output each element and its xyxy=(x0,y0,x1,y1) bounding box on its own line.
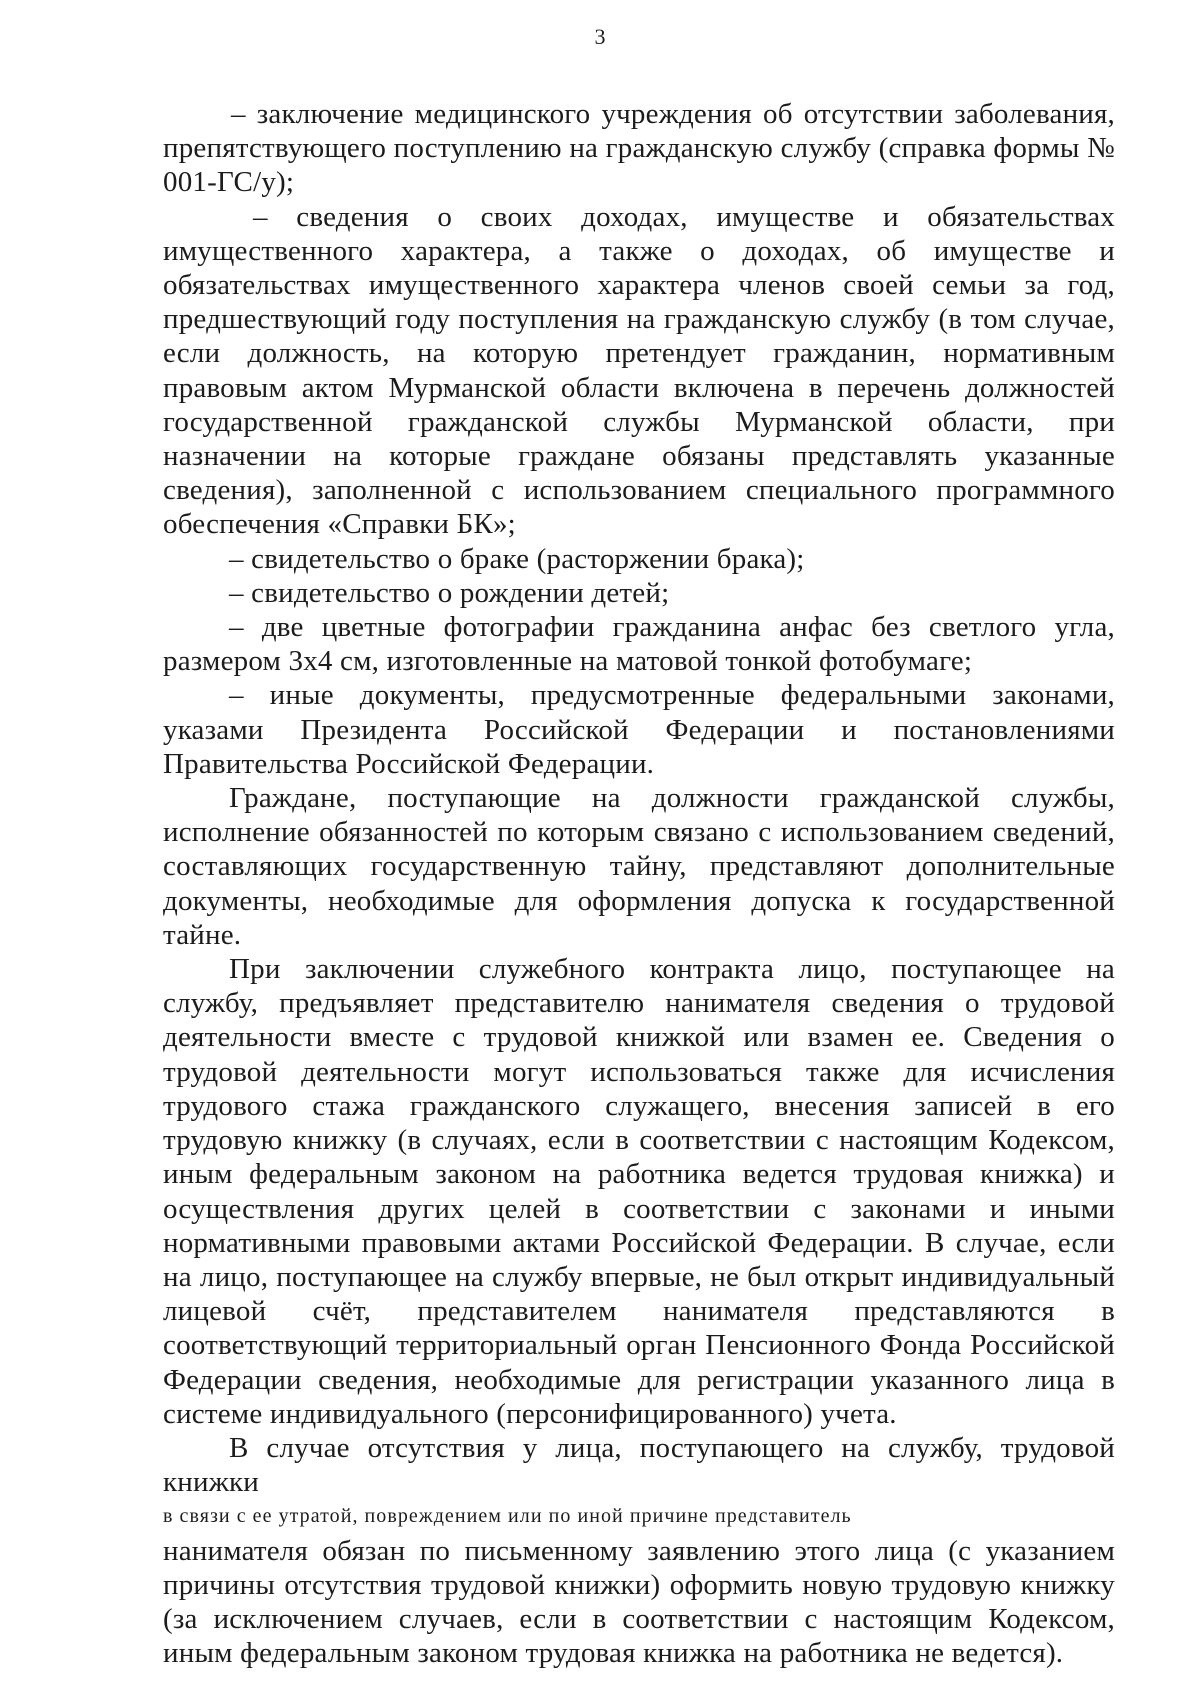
page-number: 3 xyxy=(594,24,606,49)
paragraph-missing-workbook-first-line: В случае отсутствия у лица, поступающего на службу, трудовой книжки xyxy=(163,1431,1115,1499)
paragraph-medical-certificate: – заключение медицинского учреждения об отсутствии заболевания, препятствующего поступлению на гражданскую службу (справка формы № 001-ГС/у); xyxy=(163,98,1115,199)
paragraph-income-information: – сведения о своих доходах, имуществе и обязательствах имущественного характера, а также о доходах, об имуществе и обязательствах имущественного характера членов своей семьи за год, предшествующий году поступления на гражданскую службу (в том случае, если должность, на которую претендует гражданин, нормативным правовым актом Мурманской области включена в перечень должностей государственной гражданской службы Мурманской области, при назначении на которые граждане обязаны представлять указанные сведения), заполненной с использованием специального программного обеспечения «Справки БК»; xyxy=(163,200,1115,541)
paragraph-marriage-certificate: – свидетельство о браке (расторжении брака); xyxy=(229,542,805,575)
paragraph-other-documents: – иные документы, предусмотренные федеральными законами, указами Президента Российской Федерации и постановлениями Правительства Российской Федерации. xyxy=(163,679,1115,780)
paragraph-missing-workbook-compressed-line: в связи с ее утратой, повреждением или по иной причине представитель xyxy=(163,1505,852,1528)
paragraph-birth-certificate: – свидетельство о рождении детей; xyxy=(229,576,670,609)
paragraph-service-contract: При заключении служебного контракта лицо, поступающее на службу, предъявляет представителю нанимателя сведения о трудовой деятельности вместе с трудовой книжкой или взамен ее. Сведения о трудовой деятельности могут использоваться также для исчисления трудового стажа гражданского служащего, внесения записей в его трудовую книжку (в случаях, если в соответствии с настоящим Кодексом, иным федеральным законом на работника ведется трудовая книжка) и осуществления других целей в соответствии с законами и иными нормативными правовыми актами Российской Федерации. В случае, если на лицо, поступающее на службу впервые, не был открыт индивидуальный лицевой счёт, представителем нанимателя представляются в соответствующий территориальный орган Пенсионного Фонда Российской Федерации сведения, необходимые для регистрации указанного лица в системе индивидуального (персонифицированного) учета. xyxy=(163,953,1115,1430)
document-body xyxy=(163,97,1115,1670)
paragraph-photographs: – две цветные фотографии гражданина анфас без светлого угла, размером 3х4 см, изготовленные на матовой тонкой фотобумаге; xyxy=(163,611,1115,678)
paragraph-missing-workbook-rest: нанимателя обязан по письменному заявлению этого лица (с указанием причины отсутствия трудовой книжки) оформить новую трудовую книжку (за исключением случаев, если в соответствии с настоящим Кодексом, иным федеральным законом трудовая книжка на работника не ведется). xyxy=(163,1534,1115,1670)
paragraph-state-secret: Граждане, поступающие на должности гражданской службы, исполнение обязанностей по которым связано с использованием сведений, составляющих государственную тайну, представляют дополнительные документы, необходимые для оформления допуска к государственной тайне. xyxy=(163,782,1115,951)
